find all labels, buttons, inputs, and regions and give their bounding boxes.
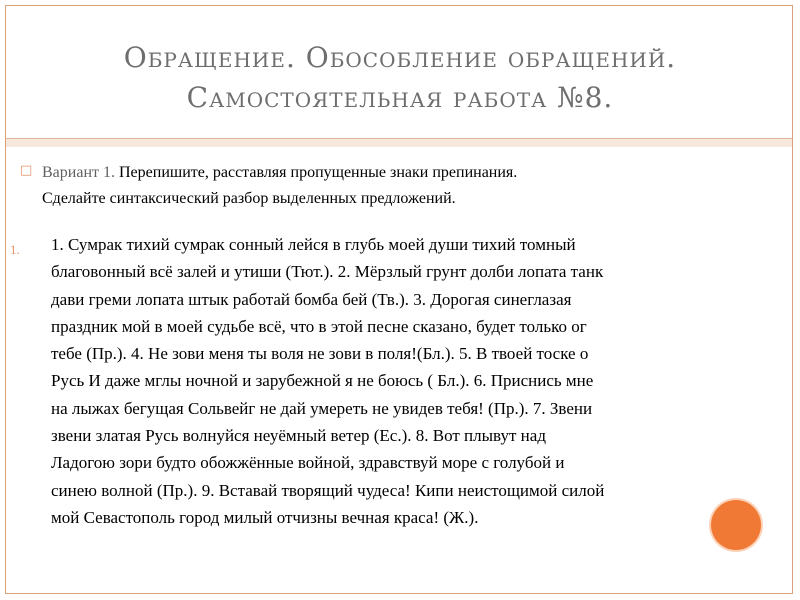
exercise-line: тебе (Пр.). 4. Не зови меня ты воля не зови в поля!(Бл.). 5. В твоей тоске о [51, 344, 589, 364]
exercise-line: синею волной (Пр.). 9. Вставай творящий чудеса! Кипи неистощимой силой [51, 480, 605, 500]
exercise-line: на лыжах бегущая Сольвейг не дай умереть не увидев тебя! (Пр.). 7. Звени [51, 398, 593, 418]
square-bullet-icon: □ [20, 163, 33, 178]
exercise-line: 1. Сумрак тихий сумрак сонный лейся в глубь моей души тихий томный [51, 235, 576, 254]
task-line-2: Сделайте синтаксический разбор выделенных предложений. [42, 190, 456, 207]
task-line-1 [42, 160, 742, 186]
task-instruction [42, 160, 742, 212]
instruction-text: Перепишите, расставляя пропущенные знаки препинания. [115, 164, 518, 181]
page-title [20, 38, 780, 118]
exercise-number: 1. [10, 242, 20, 257]
orange-circle-icon [711, 500, 761, 550]
variant-label: Вариант 1. [42, 164, 115, 181]
title-band [6, 139, 792, 147]
exercise-line: Русь И даже мглы ночной и зарубежной я не боюсь ( Бл.). 6. Приснись мне [51, 371, 594, 391]
exercise-line: мой Севастополь город милый отчизны вечная краса! (Ж.). [51, 507, 479, 527]
exercise-text [51, 231, 751, 531]
exercise-line: праздник мой в моей судьбе всё, что в этой песне сказано, будет только ог [51, 316, 587, 336]
title-line-2: Самостоятельная работа №8. [186, 81, 614, 114]
exercise-line: дави греми лопата штык работай бомба бей (Тв.). 3. Дорогая синеглазая [51, 289, 572, 309]
title-line-1: Обращение. Обособление обращений. [123, 41, 677, 74]
exercise-line: Ладогою зори будто обожжённые войной, здравствуй море с голубой и [51, 453, 565, 473]
exercise-line: благовонный всё залей и утиши (Тют.). 2. Мёрзлый грунт долби лопата танк [51, 262, 604, 282]
exercise-line: звени златая Русь волнуйся неуёмный ветер (Ес.). 8. Вот плывут над [51, 426, 546, 446]
